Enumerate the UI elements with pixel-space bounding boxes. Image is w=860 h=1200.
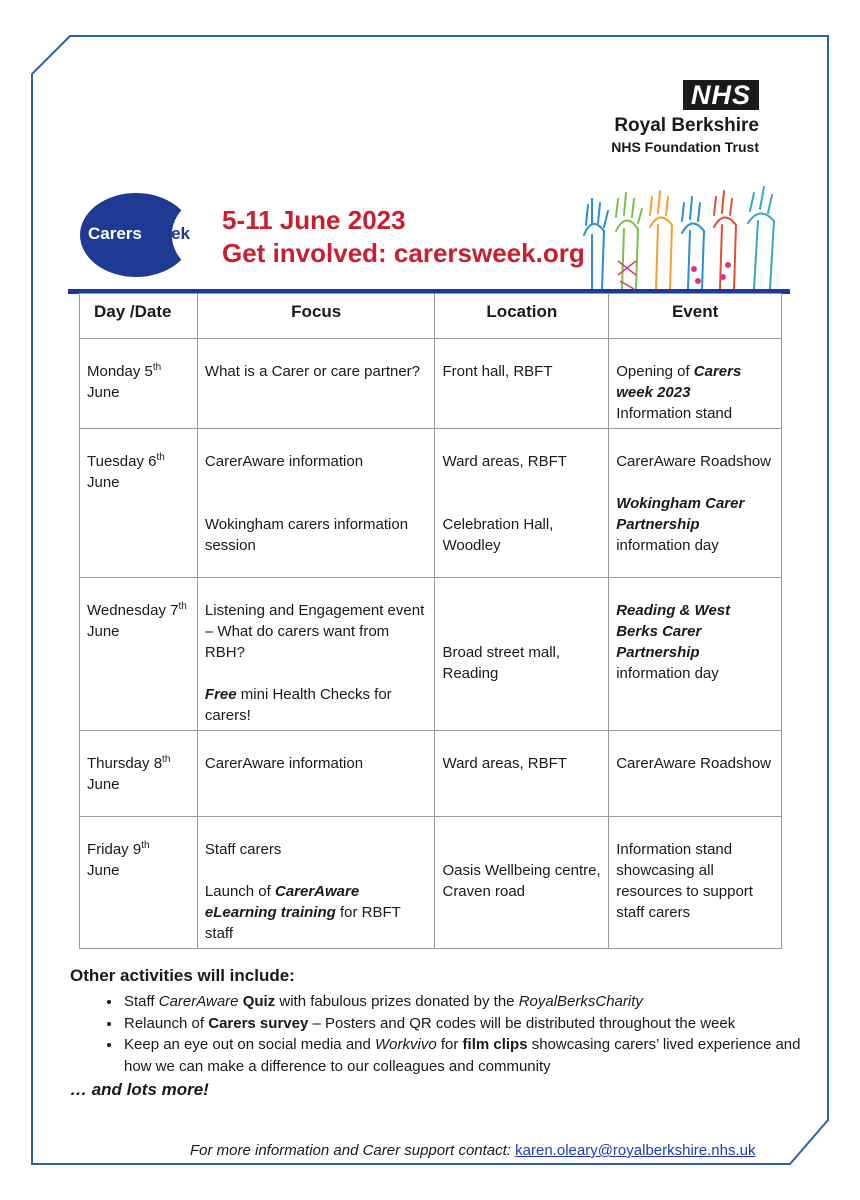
event-text: information day (616, 665, 719, 682)
list-item (122, 991, 822, 1013)
nhs-logo: NHS (683, 80, 759, 110)
cell-focus (197, 817, 435, 949)
cell-event: CarerAware Roadshow (609, 731, 782, 817)
day-month: June (87, 862, 120, 879)
focus-text: mini Health Checks for carers! (204, 686, 392, 724)
lots-more-text: … and lots more! (70, 1080, 209, 1099)
spacer (442, 839, 602, 860)
location-item: Broad street mall, Reading (442, 644, 561, 682)
location-item: Ward areas, RBFT (442, 453, 567, 470)
location-item: Celebration Hall, Woodley (442, 516, 554, 554)
focus-item: Staff carers (204, 841, 282, 858)
cell-focus: CarerAware information (197, 731, 435, 817)
header-location: Location (435, 294, 609, 339)
focus-item: Wokingham carers information session (204, 516, 409, 554)
contact-line (190, 1142, 756, 1159)
event-item: CarerAware Roadshow (616, 453, 772, 470)
item-text: – Posters and QR codes will be distributed throughout the week (308, 1014, 736, 1032)
event-text: Opening of (616, 363, 694, 380)
cell-event (609, 578, 782, 731)
cell-focus: What is a Carer or care partner? (197, 339, 435, 429)
day-suffix: th (178, 601, 187, 612)
day-name: Friday 9 (87, 841, 142, 858)
header-focus: Focus (197, 294, 435, 339)
spacer (205, 472, 429, 493)
item-text: Staff (124, 993, 159, 1010)
cell-location: Ward areas, RBFT (435, 731, 609, 817)
cell-location (435, 429, 609, 578)
cell-focus (197, 429, 435, 578)
cell-day (80, 731, 198, 817)
day-name: Wednesday 7 (87, 602, 179, 619)
item-text: with fabulous prizes donated by the (275, 993, 519, 1010)
event-text: Information stand (616, 405, 733, 422)
trust-subtitle: NHS Foundation Trust (611, 139, 759, 155)
item-text: Keep an eye out on social media and (124, 1036, 376, 1053)
cell-event (609, 339, 782, 429)
cell-event: Information stand showcasing all resources to support staff carers (609, 817, 782, 949)
cell-day (80, 578, 198, 731)
item-italic: Workvivo (375, 1036, 437, 1053)
cell-day (80, 429, 198, 578)
spacer (205, 860, 429, 881)
day-name: Tuesday 6 (87, 453, 157, 470)
item-text: Relaunch of (124, 1014, 209, 1032)
other-activities-title: Other activities will include: (70, 966, 295, 985)
logo-word-week: Week (145, 224, 190, 243)
item-bold: Quiz (242, 993, 276, 1010)
cell-focus (197, 578, 435, 731)
event-highlight: Wokingham Carer Partnership (616, 495, 745, 533)
cell-location (435, 578, 609, 731)
table-row (80, 817, 782, 949)
table-header-row (80, 294, 782, 339)
day-month: June (87, 623, 120, 640)
day-month: June (87, 474, 120, 491)
cell-event (609, 429, 782, 578)
banner-dates: 5-11 June 2023 (222, 205, 406, 235)
carers-week-logo-text (88, 224, 190, 244)
day-suffix: th (141, 840, 150, 851)
header-event: Event (609, 294, 782, 339)
spacer (442, 493, 602, 514)
list-item (122, 1034, 822, 1077)
table-row (80, 429, 782, 578)
spacer (442, 621, 602, 642)
item-text: showcasing carers’ lived experience and how we can make a difference to our colleagues and community (124, 1036, 801, 1075)
event-highlight: Carers week 2023 (616, 363, 742, 401)
schedule-table (79, 293, 782, 949)
cell-day (80, 817, 198, 949)
item-italic: CarerAware (158, 993, 239, 1010)
focus-text: Launch of (204, 883, 275, 900)
logo-word-carers: Carers (88, 224, 142, 243)
day-suffix: th (152, 362, 162, 373)
day-suffix: th (156, 452, 165, 463)
header-day: Day /Date (80, 294, 198, 339)
focus-item: CarerAware information (204, 453, 364, 470)
item-bold: Carers survey (208, 1014, 309, 1032)
spacer (205, 663, 429, 684)
day-month: June (87, 776, 120, 793)
focus-item: Listening and Engagement event – What do carers want from RBH? (204, 602, 425, 661)
cell-location: Front hall, RBFT (435, 339, 609, 429)
focus-text: for RBFT staff (204, 904, 401, 942)
item-bold: film clips (462, 1036, 528, 1053)
contact-email-link[interactable]: karen.oleary@royalberkshire.nhs.uk (515, 1142, 756, 1159)
spacer (616, 472, 775, 493)
cell-location (435, 817, 609, 949)
focus-item (205, 684, 429, 726)
table-row (80, 731, 782, 817)
day-suffix: th (162, 754, 171, 765)
spacer (205, 493, 429, 514)
day-name: Monday 5 (87, 363, 153, 380)
item-text: for (436, 1036, 463, 1053)
raised-hands-illustration (578, 185, 788, 291)
day-month: June (87, 384, 120, 401)
focus-item (205, 881, 429, 944)
trust-name: Royal Berkshire (614, 115, 759, 136)
spacer (442, 472, 602, 493)
contact-text: For more information and Carer support contact: (190, 1142, 516, 1159)
banner-headline (222, 204, 585, 270)
focus-highlight: CarerAware eLearning training (204, 883, 360, 921)
cell-day (80, 339, 198, 429)
spacer (442, 600, 602, 621)
list-item (122, 1013, 822, 1035)
day-name: Thursday 8 (87, 755, 163, 772)
table-row (80, 339, 782, 429)
table-row (80, 578, 782, 731)
focus-highlight: Free (204, 686, 237, 703)
location-item: Oasis Wellbeing centre, Craven road (442, 862, 601, 900)
banner-cta: Get involved: carersweek.org (222, 238, 585, 268)
event-highlight: Reading & West Berks Carer Partnership (616, 602, 731, 661)
activities-list (98, 991, 822, 1077)
event-text: information day (616, 537, 719, 554)
item-italic: RoyalBerksCharity (518, 993, 643, 1010)
